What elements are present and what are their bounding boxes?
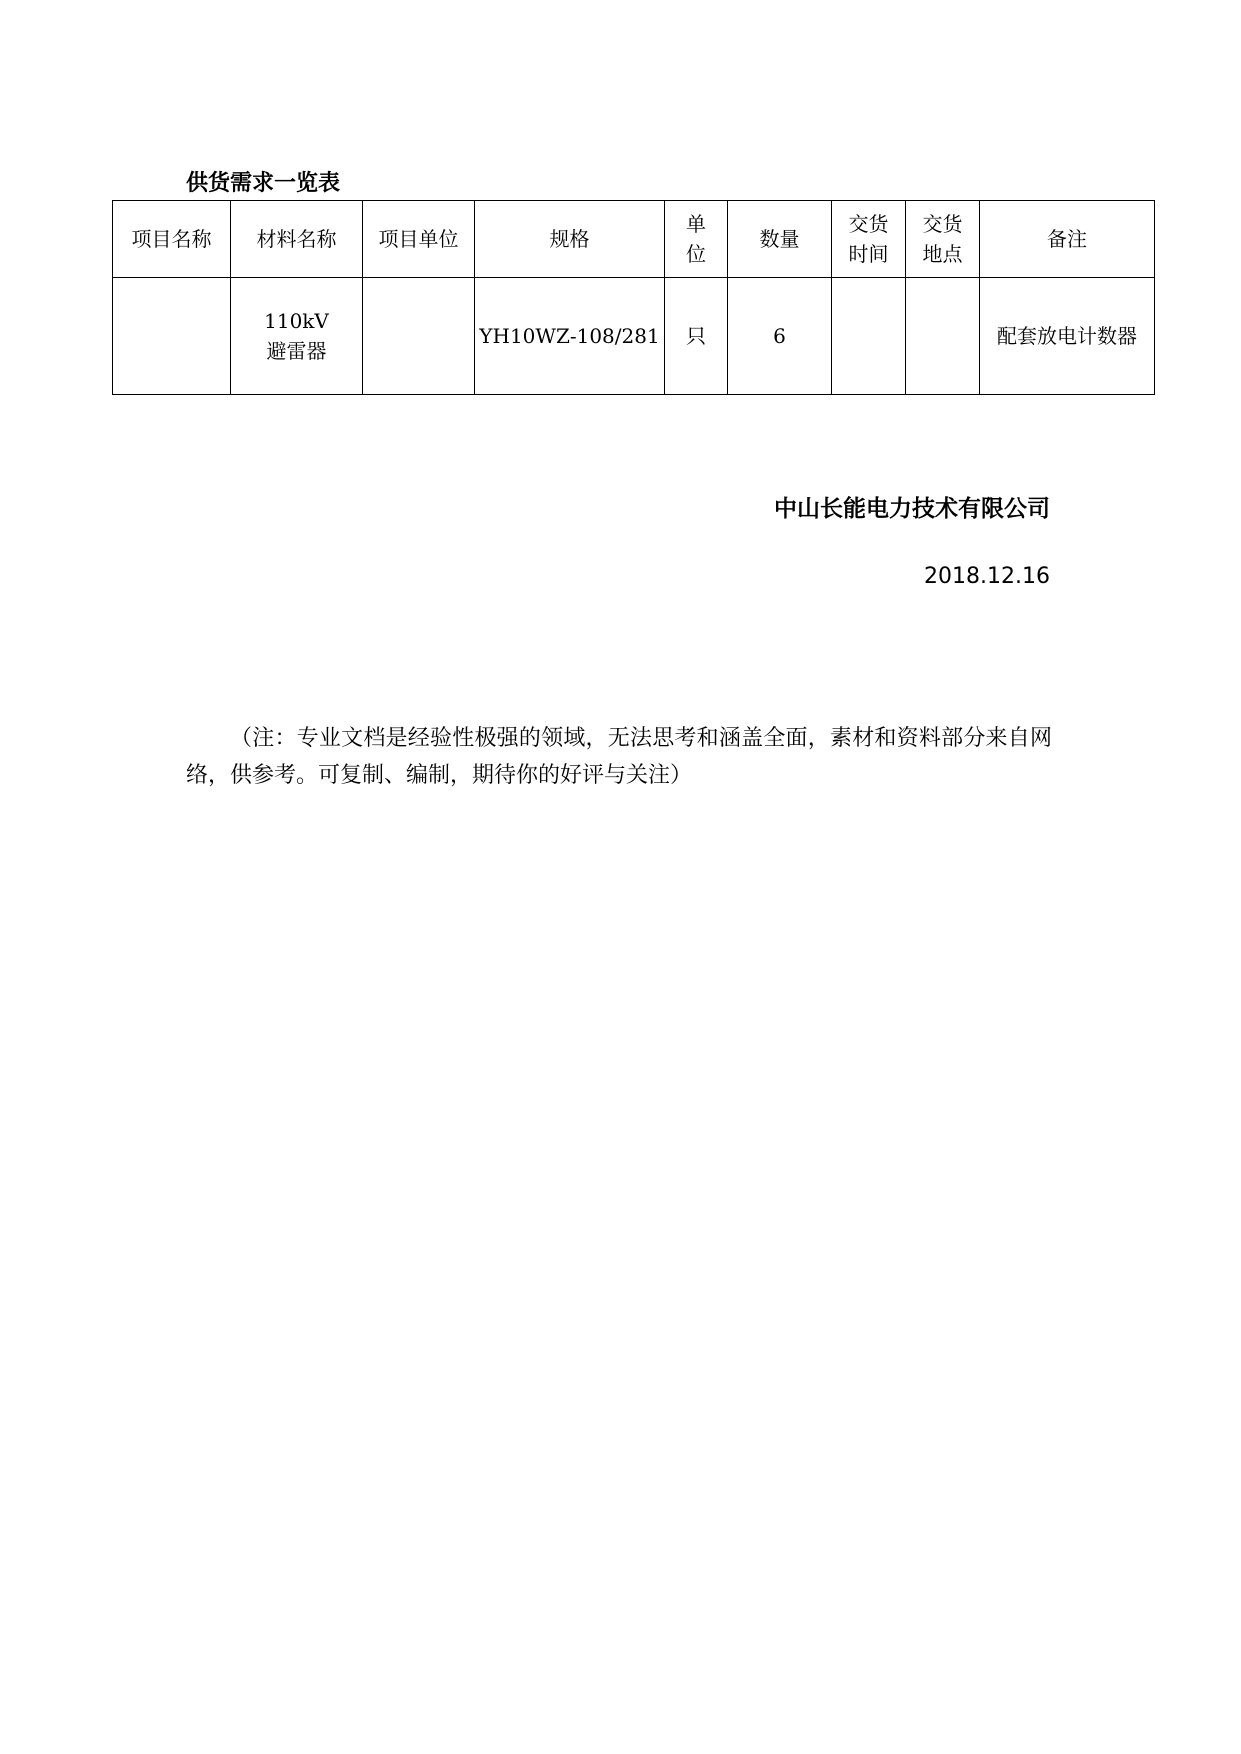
table-row	[113, 278, 1155, 395]
header-unit-line1: 单	[686, 212, 706, 236]
header-project-unit: 项目单位	[363, 201, 475, 278]
header-spec: 规格	[475, 201, 665, 278]
document-title: 供货需求一览表	[186, 171, 341, 196]
header-unit-line2: 位	[686, 242, 706, 266]
supply-demand-table	[112, 200, 1155, 395]
cell-delivery-time	[832, 278, 906, 395]
header-delivery-place-line2: 地点	[922, 242, 963, 266]
cell-remarks: 配套放电计数器	[980, 278, 1155, 395]
cell-unit: 只	[665, 278, 728, 395]
cell-delivery-place	[906, 278, 980, 395]
cell-project-name	[113, 278, 231, 395]
header-delivery-time	[832, 201, 906, 278]
header-material-name: 材料名称	[231, 201, 363, 278]
header-remarks: 备注	[980, 201, 1155, 278]
cell-spec: YH10WZ-108/281	[475, 278, 665, 395]
header-delivery-time-line1: 交货	[848, 212, 889, 236]
header-project-name: 项目名称	[113, 201, 231, 278]
header-delivery-place	[906, 201, 980, 278]
header-unit	[665, 201, 728, 278]
disclaimer-note: （注：专业文档是经验性极强的领域，无法思考和涵盖全面，素材和资料部分来自网络，供参考。可复制、编制，期待你的好评与关注）	[186, 726, 1052, 788]
table-header-row	[113, 201, 1155, 278]
company-name: 中山长能电力技术有限公司	[774, 496, 1050, 522]
cell-material-name-line1: 110kV	[264, 309, 329, 333]
header-quantity: 数量	[728, 201, 832, 278]
header-delivery-place-line1: 交货	[922, 212, 963, 236]
document-date: 2018.12.16	[924, 564, 1050, 589]
cell-quantity: 6	[728, 278, 832, 395]
header-delivery-time-line2: 时间	[848, 242, 889, 266]
cell-material-name	[231, 278, 363, 395]
cell-material-name-line2: 避雷器	[266, 339, 327, 363]
cell-project-unit	[363, 278, 475, 395]
